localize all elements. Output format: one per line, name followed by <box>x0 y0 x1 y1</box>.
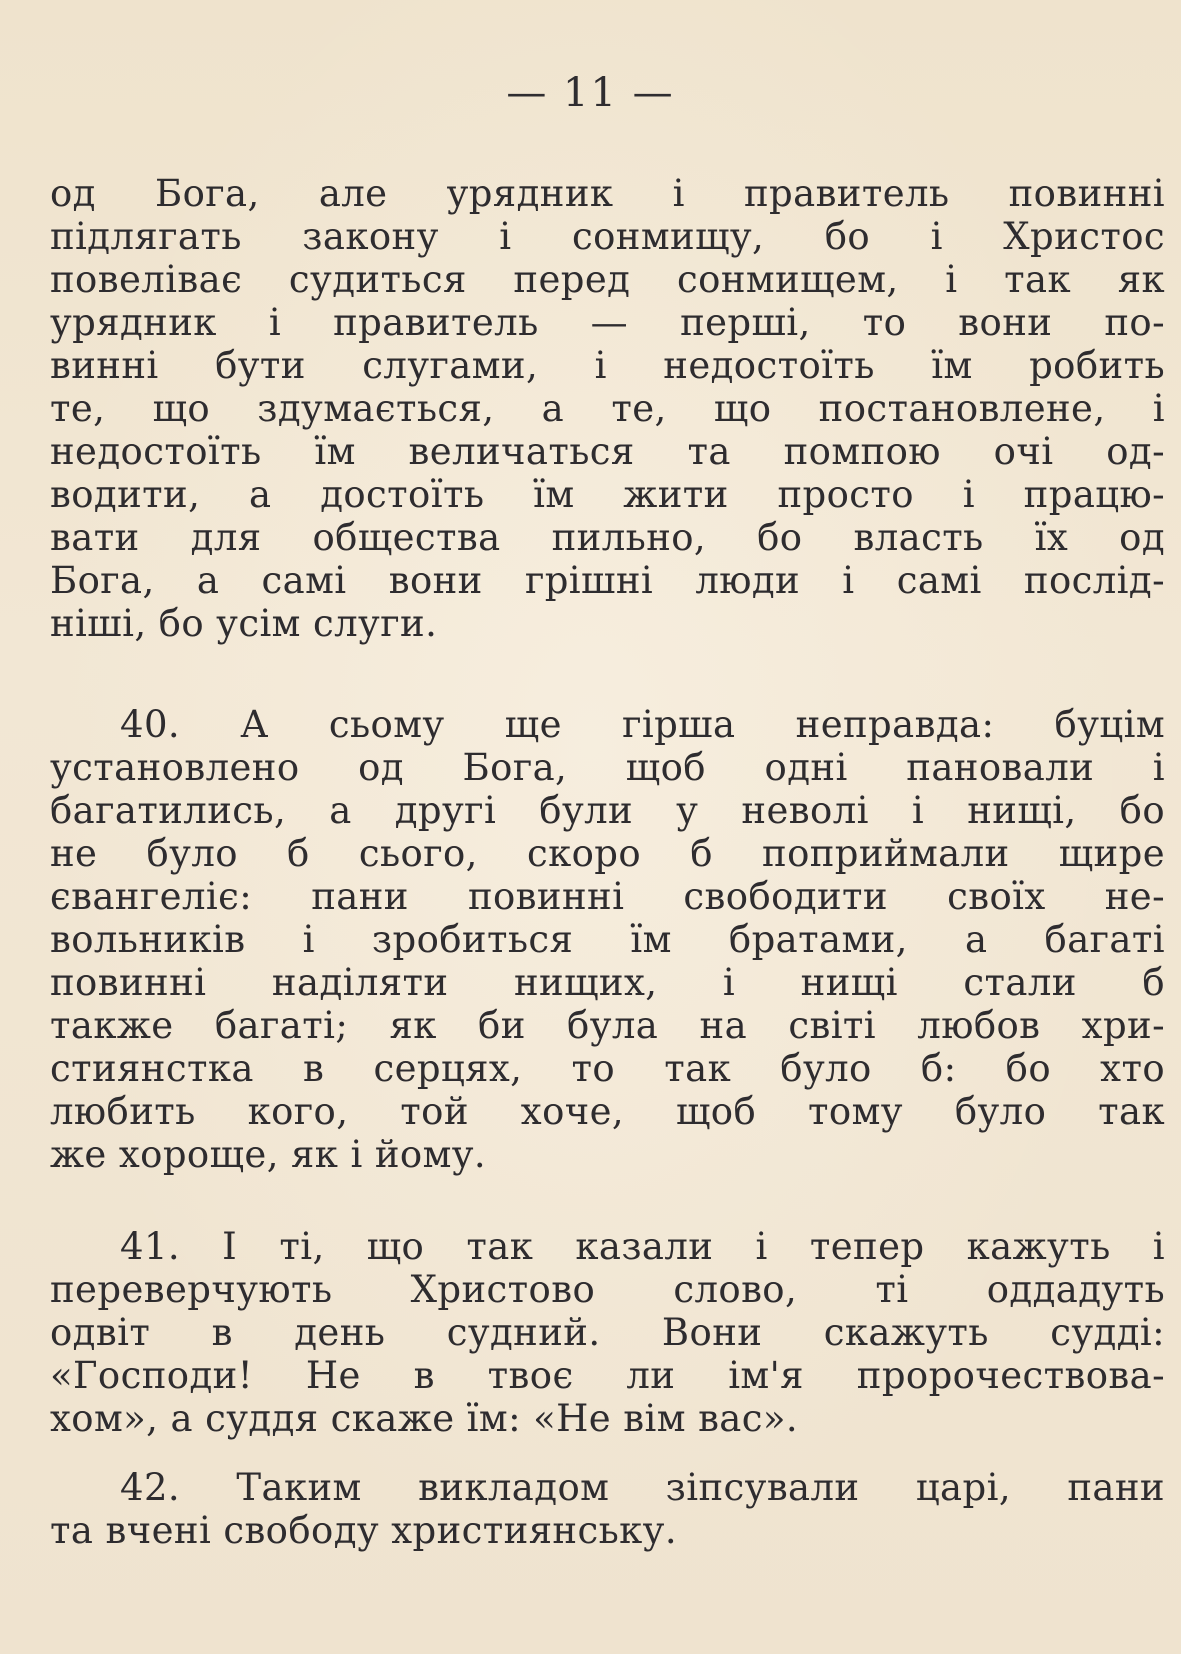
text-line: вольників і зробиться їм братами, а багаті <box>50 918 1165 961</box>
text-line: євангеліє: пани повинні свободити своїх не- <box>50 875 1165 918</box>
text-line: любить кого, той хоче, щоб тому було так <box>50 1090 1165 1133</box>
paragraph-40-start: 40. А сьому ще гірша неправда: буцім <box>120 703 1165 746</box>
text-line: те, що здумається, а те, що постановлене, і <box>50 387 1165 430</box>
text-line: установлено од Бога, щоб одні пановали і <box>50 746 1165 789</box>
text-line: хом», а суддя скаже їм: «Не вім вас». <box>50 1397 799 1440</box>
text-line: же хороще, як і йому. <box>50 1133 487 1176</box>
text-line: од Бога, але урядник і правитель повинні <box>50 172 1165 215</box>
text-line: стиянстка в серцях, то так було б: бо хто <box>50 1047 1165 1090</box>
text-line: «Господи! Не в твоє ли ім'я пророчествова- <box>50 1354 1165 1397</box>
text-line: водити, а достоїть їм жити просто і працю- <box>50 473 1165 516</box>
text-line: одвіт в день судний. Вони скажуть судді: <box>50 1311 1165 1354</box>
text-line: недостоїть їм величаться та помпою очі од- <box>50 430 1165 473</box>
text-line: урядник і правитель — перші, то вони по- <box>50 301 1165 344</box>
paragraph-41-start: 41. І ті, що так казали і тепер кажуть і <box>120 1225 1165 1268</box>
text-line: повеліває судиться перед сонмищем, і так як <box>50 258 1165 301</box>
text-line: підлягать закону і сонмищу, бо і Христос <box>50 215 1165 258</box>
paragraph-42-start: 42. Таким викладом зіпсували царі, пани <box>120 1466 1165 1509</box>
text-line: не було б сього, скоро б поприймали щире <box>50 832 1165 875</box>
page-number: — 11 — <box>506 70 675 116</box>
text-line: багатились, а другі були у неволі і нищі, бо <box>50 789 1165 832</box>
text-line: винні бути слугами, і недостоїть їм робить <box>50 344 1165 387</box>
text-line: та вчені свободу християнську. <box>50 1509 678 1552</box>
text-line: ніші, бо усім слуги. <box>50 602 438 645</box>
text-line: повинні наділяти нищих, і нищі стали б <box>50 961 1165 1004</box>
text-line: переверчують Христово слово, ті оддадуть <box>50 1268 1165 1311</box>
text-line: вати для общества пильно, бо власть їх од <box>50 516 1165 559</box>
text-line: Бога, а самі вони грішні люди і самі послід- <box>50 559 1165 602</box>
text-line: также багаті; як би була на світі любов хри- <box>50 1004 1165 1047</box>
